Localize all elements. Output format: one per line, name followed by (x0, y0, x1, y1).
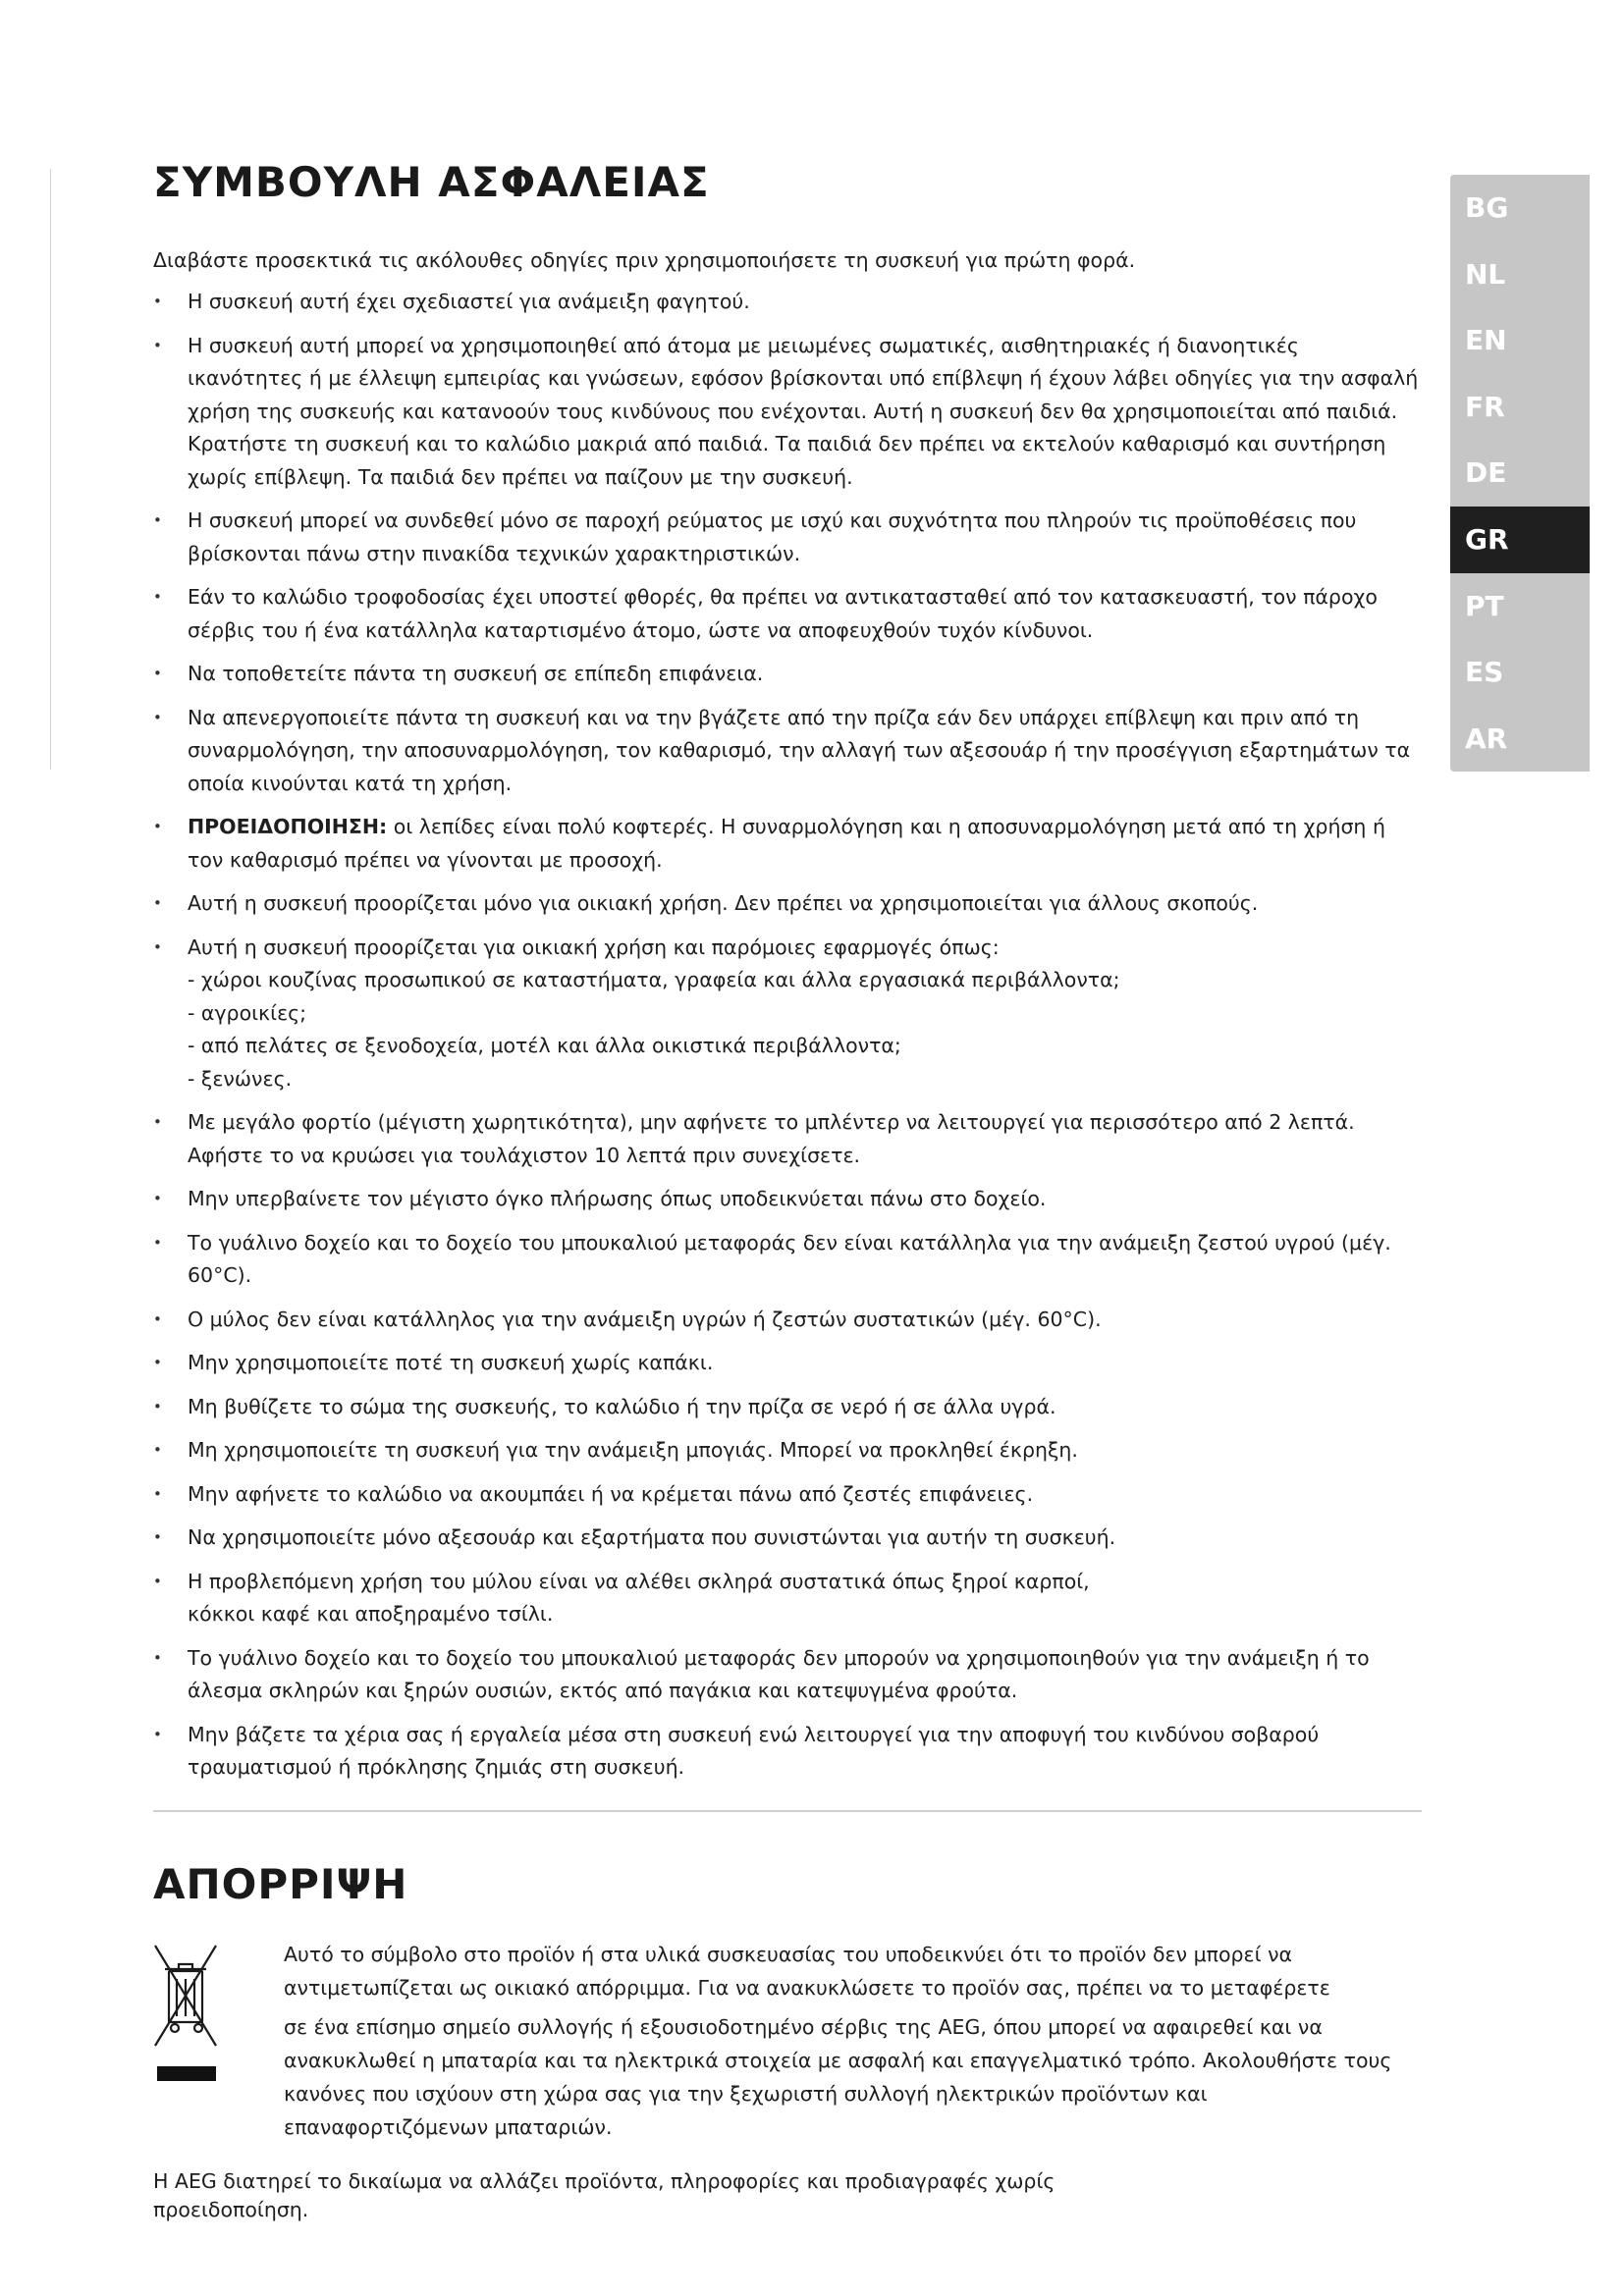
language-tab-bg[interactable]: BG (1465, 191, 1509, 224)
list-item: • Η συσκευή αυτή μπορεί να χρησιμοποιηθεί από άτομα με μειωμένες σωματικές, αισθητηριακές ή διανοητικές ικανότητες ή με έλλειψη εμπειρίας και γνώσεων, εφόσον βρίσκονται υπό επίβλεψη ή έχουν λάβει οδηγίες για την ασφαλή χρήση της συσκευής και κατανοούν τους κινδύνους που ενέχονται. Αυτή η συσκευή δεν θα χρησιμοποιείται από παιδιά. Κρατήστε τη συσκευή και το καλώδιο μακριά από παιδιά. Τα παιδιά δεν πρέπει να εκτελούν καθαρισμό και συντήρηση χωρίς επίβλεψη. Τα παιδιά δεν πρέπει να παίζουν με την συσκευή. (153, 330, 1420, 495)
list-item: • Να χρησιμοποιείτε μόνο αξεσουάρ και εξαρτήματα που συνιστώνται για αυτήν τη συσκευή. (153, 1522, 1420, 1555)
grinder-continuation: κόκκοι καφέ και αποξηραμένο τσίλι. (188, 1602, 554, 1626)
disposal-paragraph-2: σε ένα επίσημο σημείο συλλογής ή εξουσιοδοτημένο σέρβις της AEG, όπου μπορεί να αφαιρεθεί και να ανακυκλωθεί η μπαταρία και τα ηλεκτρικά στοιχεία με ασφαλή και επαγγελματικό τρόπο. Ακολουθήστε τους κανόνες που ισχύουν στη χώρα σας για την ξεχωριστή συλλογή ηλεκτρικών προϊόντων και επαναφορτιζόμενων μπαταριών. (284, 2014, 1392, 2139)
list-item: • Ο μύλος δεν είναι κατάλληλος για την ανάμειξη υγρών ή ζεστών συστατικών (μέγ. 60°C). (153, 1304, 1420, 1337)
list-item: • Με μεγάλο φορτίο (μέγιστη χωρητικότητα), μην αφήνετε το μπλέντερ να λειτουργεί για περισσότερο από 2 λεπτά. Αφήστε το να κρυώσει για τουλάχιστον 10 λεπτά πριν συνεχίσετε. (153, 1106, 1420, 1172)
safety-list (153, 286, 1420, 1785)
applications-intro: • Αυτή η συσκευή προορίζεται για οικιακή χρήση και παρόμοιες εφαρμογές όπως: (188, 934, 1000, 959)
list-item: • Η συσκευή αυτή έχει σχεδιαστεί για ανάμειξη φαγητού. (153, 286, 1420, 319)
page-edge-line (50, 169, 51, 770)
list-item: • Το γυάλινο δοχείο και το δοχείο του μπουκαλιού μεταφοράς δεν είναι κατάλληλα για την ανάμειξη ζεστού υγρού (μέγ. 60°C). (153, 1227, 1420, 1293)
application-entry: - ξενώνες. (188, 1066, 293, 1091)
language-tab-ar[interactable]: AR (1465, 721, 1508, 755)
safety-title: ΣΥΜΒΟΥΛΗ ΑΣΦΑΛΕΙΑΣ (153, 158, 710, 206)
list-item: • Το γυάλινο δοχείο και το δοχείο του μπουκαλιού μεταφοράς δεν μπορούν να χρησιμοποιηθούν για την ανάμειξη ή το άλεσμα σκληρών και ξηρών ουσιών, εκτός από παγάκια και κατεψυγμένα φρούτα. (153, 1642, 1420, 1708)
list-item: • Εάν το καλώδιο τροφοδοσίας έχει υποστεί φθορές, θα πρέπει να αντικατασταθεί από τον κατασκευαστή, τον πάροχο σέρβις του ή ένα κατάλληλα καταρτισμένο άτομο, ώστε να αποφευχθούν τυχόν κίνδυνοι. (153, 581, 1420, 647)
safety-intro: Διαβάστε προσεκτικά τις ακόλουθες οδηγίες πριν χρησιμοποιήσετε τη συσκευή για πρώτη φορά. (153, 248, 1136, 272)
list-item: • Η συσκευή μπορεί να συνδεθεί μόνο σε παροχή ρεύματος με ισχύ και συχνότητα που πληρούν τις προϋποθέσεις που βρίσκονται πάνω στην πινακίδα τεχνικών χαρακτηριστικών. (153, 505, 1420, 570)
list-item: • Μη χρησιμοποιείτε τη συσκευή για την ανάμειξη μπογιάς. Μπορεί να προκληθεί έκρηξη. (153, 1434, 1420, 1468)
list-item-warning (153, 811, 1420, 877)
language-tab-es[interactable]: ES (1465, 656, 1504, 689)
application-entry: - από πελάτες σε ξενοδοχεία, μοτέλ και άλλα οικιστικά περιβάλλοντα; (188, 1034, 901, 1057)
list-item: • Αυτή η συσκευή προορίζεται μόνο για οικιακή χρήση. Δεν πρέπει να χρησιμοποιείται για άλλους σκοπούς. (153, 887, 1420, 921)
list-item: • Μην υπερβαίνετε τον μέγιστο όγκο πλήρωσης όπως υποδεικνύεται πάνω στο δοχείο. (153, 1183, 1420, 1216)
list-item: • Μην αφήνετε το καλώδιο να ακουμπάει ή να κρέμεται πάνω από ζεστές επιφάνειες. (153, 1478, 1420, 1512)
language-tab-nl[interactable]: NL (1465, 257, 1506, 291)
application-entry: - αγροικίες; (188, 1000, 307, 1025)
warning-label: ΠΡΟΕΙΔΟΠΟΙΗΣΗ: (188, 815, 388, 838)
list-item-grinder (153, 1566, 1420, 1631)
disclaimer-text: Η AEG διατηρεί το δικαίωμα να αλλάζει προϊόντα, πληροφορίες και προδιαγραφές χωρίς προειδοποίηση. (153, 2168, 1056, 2221)
disposal-title: ΑΠΟΡΡΙΨΗ (153, 1859, 408, 1908)
application-entry: - χώροι κουζίνας προσωπικού σε καταστήματα, γραφεία και άλλα εργασιακά περιβάλλοντα; (188, 968, 1120, 991)
list-item: • Μην χρησιμοποιείτε ποτέ τη συσκευή χωρίς καπάκι. (153, 1347, 1420, 1380)
disposal-text (284, 1938, 1393, 2144)
list-item: • Μη βυθίζετε το σώμα της συσκευής, το καλώδιο ή την πρίζα σε νερό ή σε άλλα υγρά. (153, 1391, 1420, 1424)
language-tabs (1450, 175, 1590, 772)
grinder-text: • Η προβλεπόμενη χρήση του μύλου είναι να αλέθει σκληρά συστατικά όπως ξηροί καρποί, (188, 1569, 1090, 1593)
list-item-applications (153, 932, 1420, 1096)
language-tab-de[interactable]: DE (1465, 456, 1507, 490)
disposal-paragraph-1: Αυτό το σύμβολο στο προϊόν ή στα υλικά συσκευασίας του υποδεικνύει ότι το προϊόν δεν μπορεί να αντιμετωπίζεται ως οικιακό απόρριμμα. Για να ανακυκλώσετε το προϊόν σας, πρέπει να το μεταφέρετε (284, 1942, 1330, 2000)
list-item: • Να απενεργοποιείτε πάντα τη συσκευή και να την βγάζετε από την πρίζα εάν δεν υπάρχει επίβλεψη και πριν από τη συναρμολόγηση, την αποσυναρμολόγηση, τον καθαρισμό, την αλλαγή των αξεσουάρ ή την προσέγγιση εξαρτημάτων τα οποία κινούνται κατά τη χρήση. (153, 702, 1420, 801)
manual-page-content (153, 157, 1420, 2224)
language-tab-pt[interactable]: PT (1465, 589, 1504, 622)
crossed-out-wheelie-bin-icon (153, 1942, 218, 2089)
language-tab-en[interactable]: EN (1465, 324, 1507, 357)
language-tab-fr[interactable]: FR (1465, 390, 1505, 423)
language-tab-gr[interactable]: GR (1450, 507, 1590, 573)
section-divider (153, 1810, 1422, 1812)
list-item: • Να τοποθετείτε πάντα τη συσκευή σε επίπεδη επιφάνεια. (153, 658, 1420, 691)
warning-text: οι λεπίδες είναι πολύ κοφτερές. Η συναρμολόγηση και η αποσυναρμολόγηση μετά από τη χρήση ή τον καθαρισμό πρέπει να γίνονται με προσοχή. (188, 815, 1385, 872)
disposal-section (153, 1938, 1420, 2144)
list-item: • Μην βάζετε τα χέρια σας ή εργαλεία μέσα στη συσκευή ενώ λειτουργεί για την αποφυγή του κινδύνου σοβαρού τραυματισμού ή πρόκλησης ζημιάς στη συσκευή. (153, 1719, 1420, 1785)
